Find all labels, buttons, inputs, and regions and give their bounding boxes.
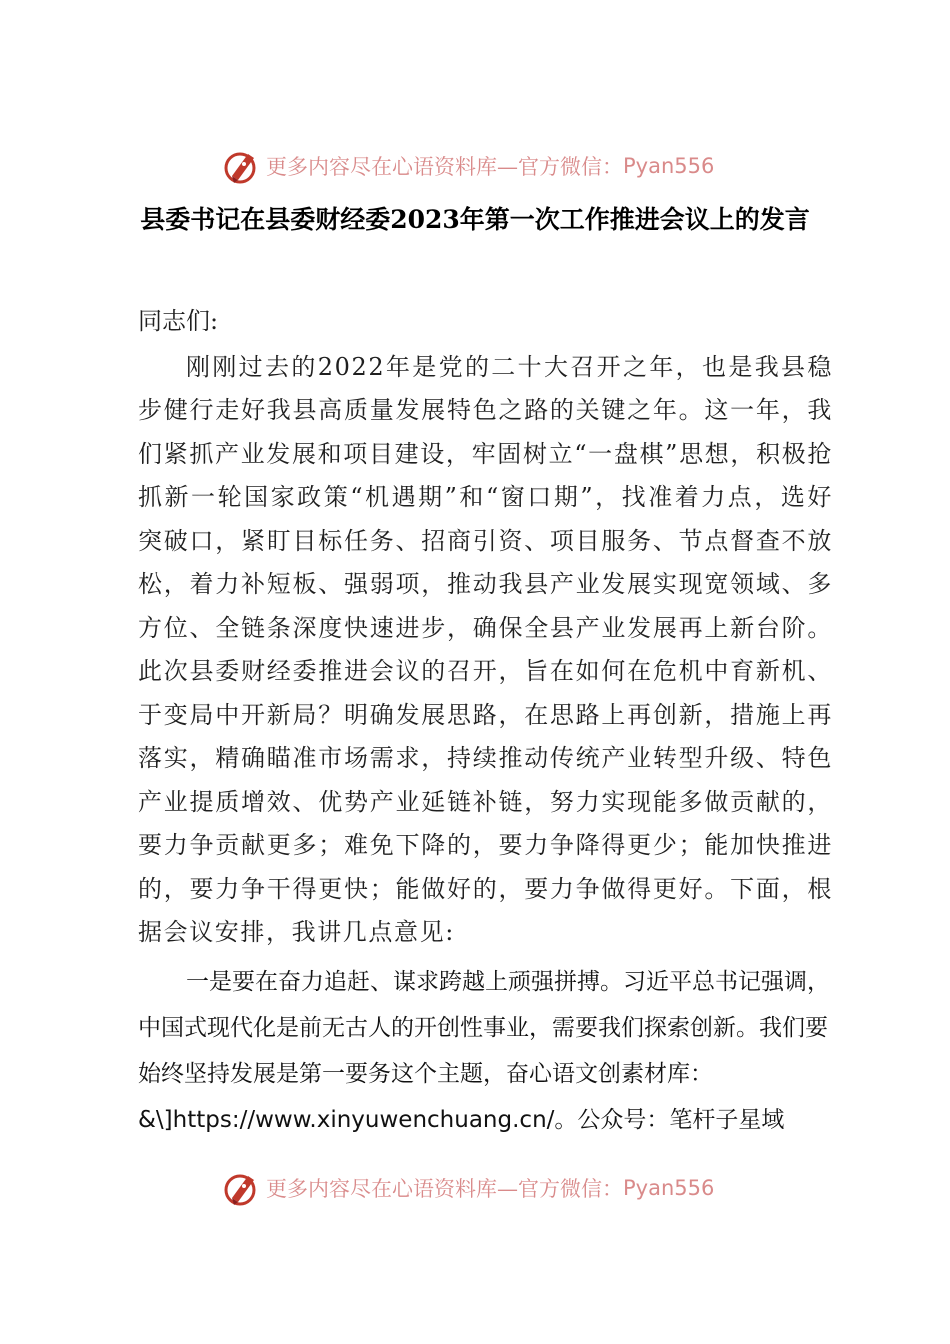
document-body — [138, 300, 833, 1143]
salutation: 同志们: — [138, 307, 219, 335]
document-title: 县委书记在县委财经委2023年第一次工作推进会议上的发言 — [140, 205, 810, 234]
paragraph-1: 刚刚过去的2022年是党的二十大召开之年，也是我县稳步健行走好我县高质量发展特色之路的关键之年。这一年，我们紧抓产业发展和项目建设，牢固树立“一盘棋”思想，积极抢抓新一轮国家政策“机遇期”和“窗口期”，找准着力点，选好突破口，紧盯目标任务、招商引资、项目服务、节点督查不放松，着力补短板、强弱项，推动我县产业发展实现宽领域、多方位、全链条深度快速进步，确保全县产业发展再上新台阶。此次县委财经委推进会议的召开，旨在如何在危机中育新机、于变局中开新局？明确发展思路，在思路上再创新，措施上再落实，精确瞄准市场需求，持续推动传统产业转型升级、特色产业提质增效、优势产业延链补链，努力实现能多做贡献的，要力争贡献更多；难免下降的，要力争降得更少；能加快推进的，要力争干得更快；能做好的，要力争做得更好。下面，根据会议安排，我讲几点意见: — [138, 352, 833, 946]
paragraph-2: 一是要在奋力追赶、谋求跨越上顽强拼搏。习近平总书记强调，中国式现代化是前无古人的开创性事业，需要我们探索创新。我们要始终坚持发展是第一要务这个主题，奋心语文创素材库：&\]https://www.xinyuwenchuang.cn/。公众号：笔杆子星域 — [138, 968, 830, 1133]
watermark-en-text: Pyan556 — [623, 154, 715, 178]
watermark-banner-bottom — [222, 1168, 714, 1208]
pen-nib-logo-icon — [222, 146, 262, 186]
watermark-cn-text: 更多内容尽在心语资料库—官方微信： — [266, 155, 623, 179]
watermark-en-text: Pyan556 — [623, 1176, 715, 1200]
pen-nib-logo-icon — [222, 1168, 262, 1208]
watermark-cn-text: 更多内容尽在心语资料库—官方微信： — [266, 1177, 623, 1201]
watermark-banner-top — [222, 146, 714, 186]
